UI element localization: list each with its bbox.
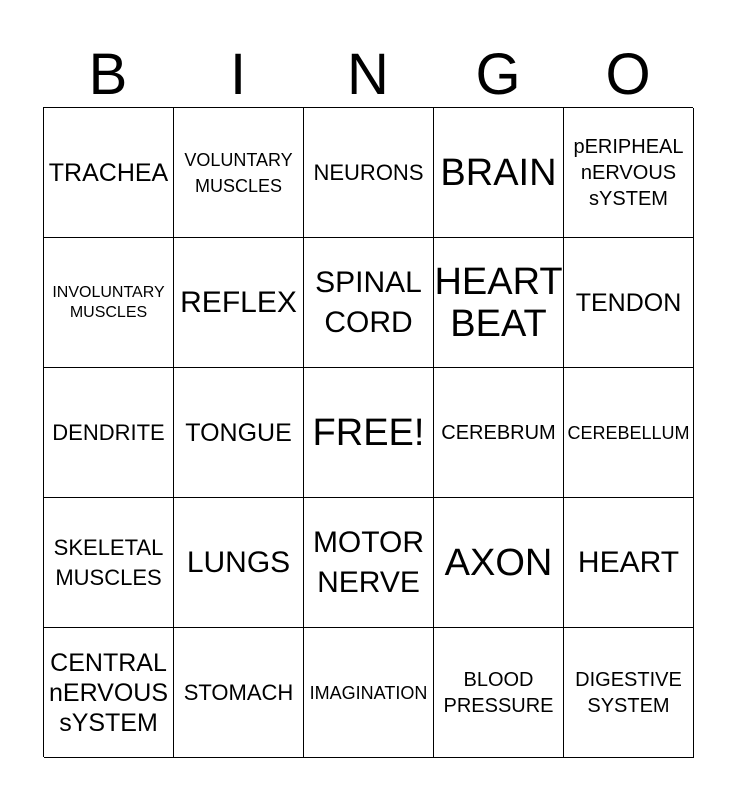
- cell-label: CEREBELLUM: [567, 422, 690, 443]
- bingo-cell-r3-c1[interactable]: [44, 368, 174, 498]
- cell-label: SKELETAL MUSCLES: [53, 534, 164, 590]
- bingo-cell-r4-c4[interactable]: [434, 498, 564, 628]
- bingo-cell-r2-c5[interactable]: [564, 238, 694, 368]
- cell-label: VOLUNTARY MUSCLES: [184, 149, 293, 196]
- bingo-cell-r4-c2[interactable]: [174, 498, 304, 628]
- cell-label: REFLEX: [180, 285, 297, 319]
- cell-label: AXON: [444, 541, 553, 584]
- header-letter-n: N: [347, 42, 389, 107]
- bingo-cell-r4-c5[interactable]: [564, 498, 694, 628]
- bingo-cell-r5-c5[interactable]: [564, 628, 694, 758]
- cell-label: TONGUE: [185, 418, 292, 447]
- bingo-cell-r4-c3[interactable]: [304, 498, 434, 628]
- bingo-cell-r2-c2[interactable]: [174, 238, 304, 368]
- cell-label: pERIPHEAL nERVOUS sYSTEM: [573, 135, 684, 210]
- bingo-cell-r1-c1[interactable]: [44, 108, 174, 238]
- bingo-cell-r5-c4[interactable]: [434, 628, 564, 758]
- cell-label: CENTRAL nERVOUS sYSTEM: [48, 648, 169, 737]
- header-letter-i: I: [229, 42, 247, 107]
- cell-label: TRACHEA: [48, 158, 169, 187]
- bingo-header: [43, 42, 693, 108]
- bingo-cell-r2-c3[interactable]: [304, 238, 434, 368]
- bingo-cell-r1-c2[interactable]: [174, 108, 304, 238]
- cell-label: IMAGINATION: [309, 682, 428, 703]
- header-letter-o: O: [605, 42, 651, 107]
- bingo-cell-r3-c3[interactable]: [304, 368, 434, 498]
- cell-label: CEREBRUM: [441, 421, 556, 444]
- bingo-board: [43, 107, 693, 757]
- cell-label: NEURONS: [313, 159, 424, 185]
- bingo-cell-r5-c3[interactable]: [304, 628, 434, 758]
- bingo-cell-r4-c1[interactable]: [44, 498, 174, 628]
- cell-label: TENDON: [575, 288, 682, 317]
- cell-label: FREE!: [312, 411, 425, 454]
- bingo-cell-r5-c2[interactable]: [174, 628, 304, 758]
- bingo-cell-r1-c4[interactable]: [434, 108, 564, 238]
- cell-label: INVOLUNTARY MUSCLES: [52, 283, 165, 321]
- cell-label: HEART: [577, 545, 680, 579]
- cell-label: MOTOR NERVE: [312, 525, 425, 599]
- bingo-cell-r3-c4[interactable]: [434, 368, 564, 498]
- cell-label: DENDRITE: [52, 419, 165, 445]
- bingo-cell-r1-c5[interactable]: [564, 108, 694, 238]
- bingo-cell-r5-c1[interactable]: [44, 628, 174, 758]
- header-letter-b: B: [88, 42, 128, 107]
- cell-label: BLOOD PRESSURE: [443, 668, 554, 717]
- cell-label: SPINAL CORD: [315, 265, 422, 339]
- cell-label: HEART BEAT: [434, 260, 563, 345]
- bingo-cell-r2-c4[interactable]: [434, 238, 564, 368]
- bingo-cell-r2-c1[interactable]: [44, 238, 174, 368]
- bingo-cell-r1-c3[interactable]: [304, 108, 434, 238]
- cell-label: BRAIN: [440, 151, 557, 194]
- cell-label: DIGESTIVE SYSTEM: [575, 668, 682, 717]
- bingo-cell-r3-c2[interactable]: [174, 368, 304, 498]
- bingo-cell-r3-c5[interactable]: [564, 368, 694, 498]
- cell-label: STOMACH: [183, 679, 294, 705]
- header-letter-g: G: [475, 42, 521, 107]
- cell-label: LUNGS: [186, 545, 291, 579]
